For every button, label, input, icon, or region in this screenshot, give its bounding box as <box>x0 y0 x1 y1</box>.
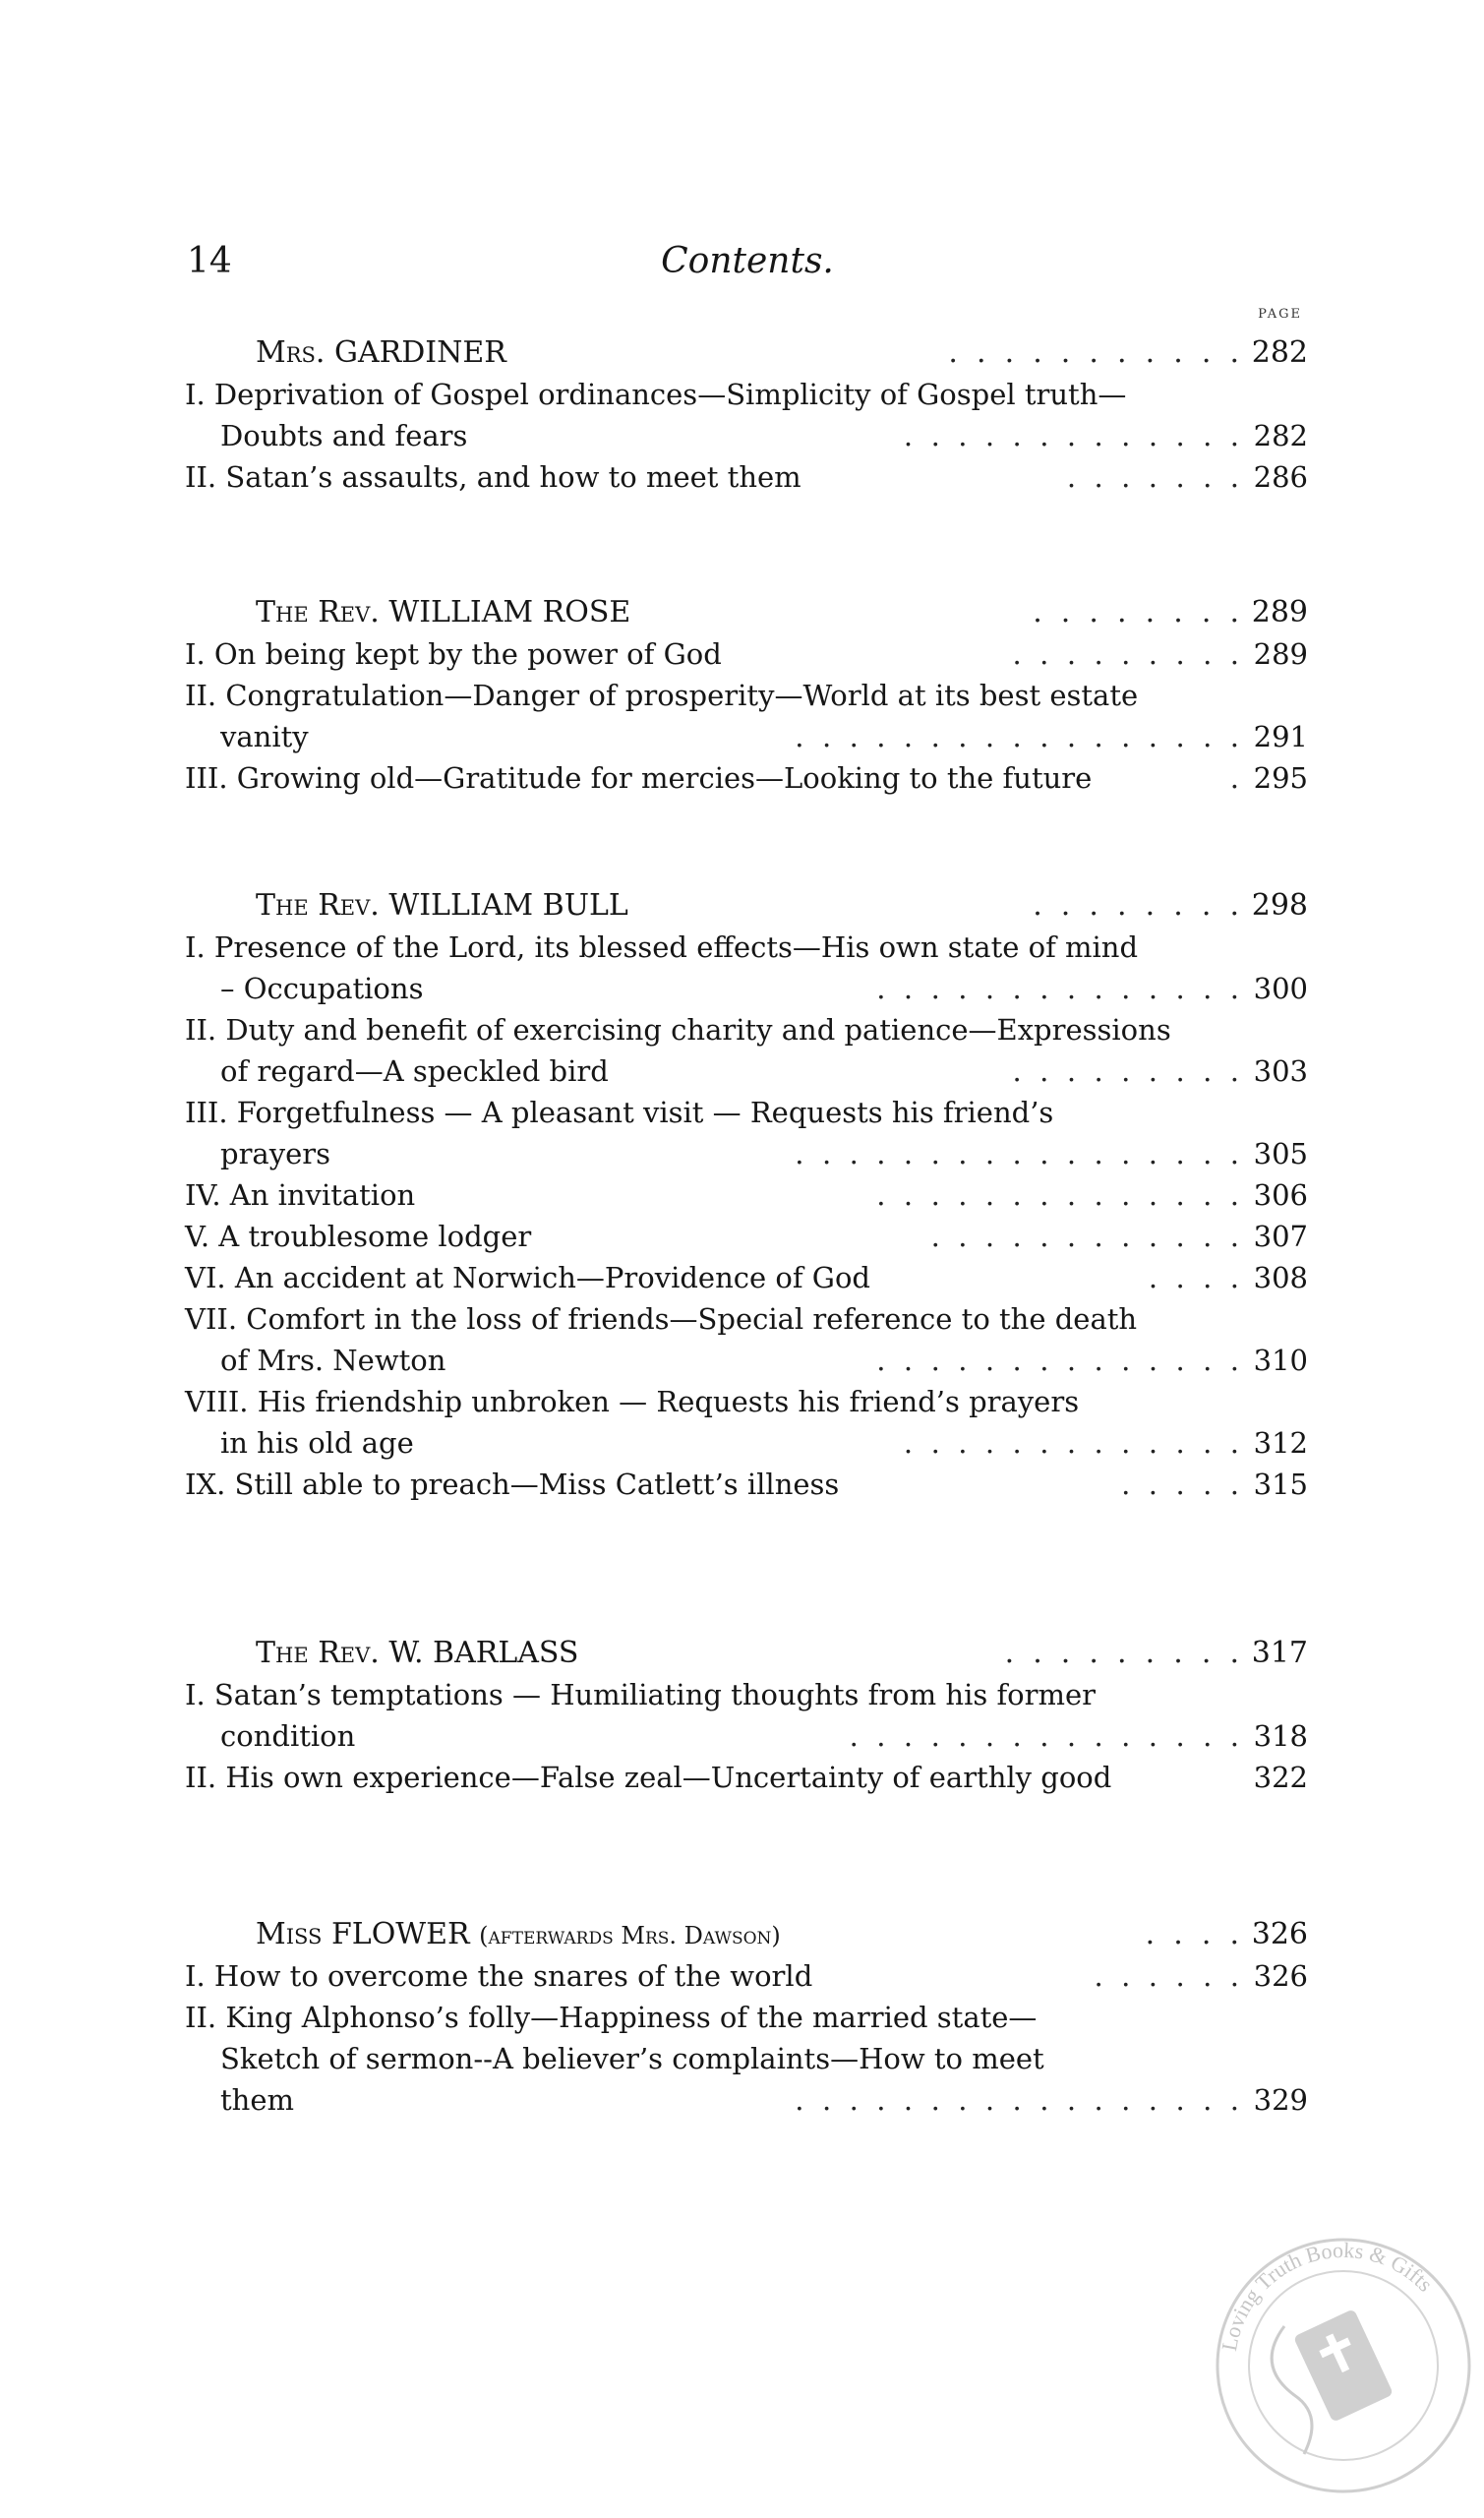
heading-prefix: Mrs. <box>256 335 326 370</box>
entry-text: II. King Alphonso’s folly—Happiness of the married state— <box>185 2001 1038 2034</box>
leader-dots: . . . . . . . . . . . . . . <box>876 1178 1239 1212</box>
entry-text: IV. An invitation <box>185 1178 416 1212</box>
toc-entry-line <box>185 1009 1308 1050</box>
entry-text: I. Deprivation of Gospel ordinances—Simplicity of Gospel truth— <box>185 378 1127 411</box>
entry-text: vanity <box>220 720 309 753</box>
toc-section-bull <box>185 885 1308 1505</box>
heading-prefix: The Rev. <box>256 1636 380 1670</box>
entry-text: condition <box>220 1719 356 1753</box>
leader-dots: . . . . . . . . . . . . <box>930 1220 1239 1253</box>
page-ref: 298 <box>1251 888 1308 923</box>
heading-prefix: The Rev. <box>256 595 380 630</box>
toc-section-barlass <box>185 1633 1308 1798</box>
heading-name: WILLIAM ROSE <box>388 595 631 630</box>
toc-entry-line <box>185 927 1308 968</box>
entry-text: VIII. His friendship unbroken — Requests his friend’s prayers <box>185 1385 1080 1418</box>
section-heading <box>185 332 1308 374</box>
page-ref: 303 <box>1253 1054 1308 1088</box>
page-ref: 329 <box>1253 2083 1308 2117</box>
entry-text: V. A troublesome lodger <box>185 1220 532 1253</box>
section-heading <box>185 592 1308 633</box>
entry-text: II. Congratulation—Danger of prosperity—World at its best estate <box>185 679 1139 712</box>
toc-entry-line <box>185 456 1308 498</box>
toc-entry-line <box>185 1092 1308 1133</box>
leader-dots: . . . . . . . . <box>1033 888 1239 923</box>
leader-dots: . <box>1229 761 1239 795</box>
heading-name: WILLIAM BULL <box>388 888 628 923</box>
page-ref: 308 <box>1253 1261 1308 1294</box>
page-ref: 305 <box>1253 1137 1308 1170</box>
page-ref: 306 <box>1253 1178 1308 1212</box>
toc-entry-line <box>185 757 1308 799</box>
heading-name: GARDINER <box>334 335 506 370</box>
entry-text: I. On being kept by the power of God <box>185 637 722 671</box>
entry-text: III. Growing old—Gratitude for mercies—Looking to the future <box>185 761 1093 795</box>
book-icon <box>1293 2308 1394 2423</box>
toc-entry-line <box>185 1997 1308 2038</box>
entry-text: VII. Comfort in the loss of friends—Special reference to the death <box>185 1302 1138 1336</box>
entry-text: IX. Still able to preach—Miss Catlett’s illness <box>185 1468 840 1501</box>
leader-dots: . . . . . . . . . <box>1012 1054 1239 1088</box>
leader-dots: . . . . . . . . . . . . . . . . . <box>795 1137 1239 1170</box>
toc-entry-line <box>185 633 1308 675</box>
leader-dots: . . . . . . . . . . . . . . . <box>849 1719 1239 1753</box>
toc-section-flower <box>185 1914 1308 2121</box>
leader-dots: . . . . . . . . . . . . . . <box>876 1344 1239 1377</box>
toc-entry-line <box>185 374 1308 415</box>
toc-entry-line <box>185 1174 1308 1216</box>
leader-dots: . . . . . . . . . <box>1004 1636 1239 1670</box>
entry-text: II. Satan’s assaults, and how to meet them <box>185 460 801 494</box>
section-heading <box>185 1633 1308 1674</box>
leader-dots: . . . . . . <box>1094 1959 1239 1993</box>
leader-dots: . . . . . <box>1121 1468 1239 1501</box>
page-ref: 317 <box>1251 1636 1308 1670</box>
toc-section-rose <box>185 592 1308 799</box>
leader-dots: . . . . . . . . . . . . . <box>903 1426 1239 1460</box>
toc-entry-line <box>185 716 1308 757</box>
leader-dots: . . . . . . . . . <box>1012 637 1239 671</box>
leader-dots: . . . . . . . . . . . . . . . . . <box>795 2083 1239 2117</box>
leader-dots: . . . . . . . . <box>1033 595 1239 630</box>
entry-text: II. Duty and benefit of exercising charity and patience—Expressions <box>185 1013 1171 1047</box>
page-ref: 286 <box>1253 460 1308 494</box>
page-ref: 326 <box>1251 1917 1308 1951</box>
entry-text: – Occupations <box>220 972 424 1005</box>
leader-dots: . . . . . . . <box>1066 460 1239 494</box>
page-ref: 322 <box>1253 1761 1308 1794</box>
heading-name: FLOWER <box>330 1917 470 1951</box>
leader-dots: . . . . <box>1148 1261 1239 1294</box>
page-ref: 291 <box>1253 720 1308 753</box>
entry-text: VI. An accident at Norwich—Providence of God <box>185 1261 870 1294</box>
toc-entry-line <box>185 1757 1308 1798</box>
entry-text: I. Presence of the Lord, its blessed effects—His own state of mind <box>185 930 1139 964</box>
page-header <box>187 241 1308 300</box>
toc-entry-line <box>185 1298 1308 1340</box>
toc-entry-line <box>185 1674 1308 1715</box>
entry-text: of Mrs. Newton <box>220 1344 446 1377</box>
page-number: 14 <box>187 241 232 281</box>
toc-entry-line <box>185 1133 1308 1174</box>
page-column-label: PAGE <box>1258 307 1302 322</box>
page-ref: 307 <box>1253 1220 1308 1253</box>
section-heading <box>185 1914 1308 1955</box>
entry-text: them <box>220 2083 294 2117</box>
page-ref: 289 <box>1253 637 1308 671</box>
page-ref: 312 <box>1253 1426 1308 1460</box>
page-ref: 318 <box>1253 1719 1308 1753</box>
entry-text: Doubts and fears <box>220 419 468 452</box>
page-ref: 300 <box>1253 972 1308 1005</box>
toc-entry-line <box>185 1464 1308 1505</box>
entry-text: in his old age <box>220 1426 414 1460</box>
leader-dots: . . . . . . . . . . . <box>948 335 1239 370</box>
watermark-stamp <box>1196 2179 1481 2513</box>
entry-text: prayers <box>220 1137 331 1170</box>
heading-suffix: (afterwards Mrs. Dawson) <box>479 1922 781 1949</box>
toc-entry-line <box>185 1422 1308 1464</box>
toc-entry-line <box>185 415 1308 456</box>
toc-entry-line <box>185 675 1308 716</box>
page-ref: 315 <box>1253 1468 1308 1501</box>
entry-text: Sketch of sermon--A believer’s complaints—How to meet <box>220 2042 1044 2075</box>
toc-entry-line <box>185 1257 1308 1298</box>
toc-entry-line <box>185 1381 1308 1422</box>
toc-entry-line <box>185 1216 1308 1257</box>
section-heading <box>185 885 1308 927</box>
toc-entry-line <box>185 1050 1308 1092</box>
toc-entry-line <box>185 2079 1308 2121</box>
toc-section-gardiner <box>185 332 1308 498</box>
leader-dots: . . . . . . . . . . . . . . . . . <box>795 720 1239 753</box>
entry-text: III. Forgetfulness — A pleasant visit — Requests his friend’s <box>185 1096 1054 1129</box>
toc-entry-line <box>185 968 1308 1009</box>
entry-text: II. His own experience—False zeal—Uncertainty of earthly good <box>185 1761 1112 1794</box>
toc-entry-line <box>185 1715 1308 1757</box>
leader-dots: . . . . . . . . . . . . . . <box>876 972 1239 1005</box>
heading-prefix: The Rev. <box>256 888 380 923</box>
toc-entry-line <box>185 1340 1308 1381</box>
entry-text: of regard—A speckled bird <box>220 1054 609 1088</box>
heading-name: W. BARLASS <box>388 1636 579 1670</box>
page-ref: 282 <box>1253 419 1308 452</box>
leader-dots: . . . . <box>1145 1917 1239 1951</box>
page-ref: 282 <box>1251 335 1308 370</box>
page-ref: 326 <box>1253 1959 1308 1993</box>
heading-prefix: Miss <box>256 1917 323 1951</box>
running-title: Contents. <box>661 241 834 281</box>
toc-entry-line <box>185 1955 1308 1997</box>
page-ref: 295 <box>1253 761 1308 795</box>
leader-dots: . . . . . . . . . . . . . <box>903 419 1239 452</box>
toc-entry-line <box>185 2038 1308 2079</box>
entry-text: I. Satan’s temptations — Humiliating thoughts from his former <box>185 1678 1097 1711</box>
stamp-text: Loving Truth Books & Gifts <box>1217 2237 1438 2354</box>
page-ref: 289 <box>1251 595 1308 630</box>
entry-text: I. How to overcome the snares of the world <box>185 1959 813 1993</box>
page-ref: 310 <box>1253 1344 1308 1377</box>
